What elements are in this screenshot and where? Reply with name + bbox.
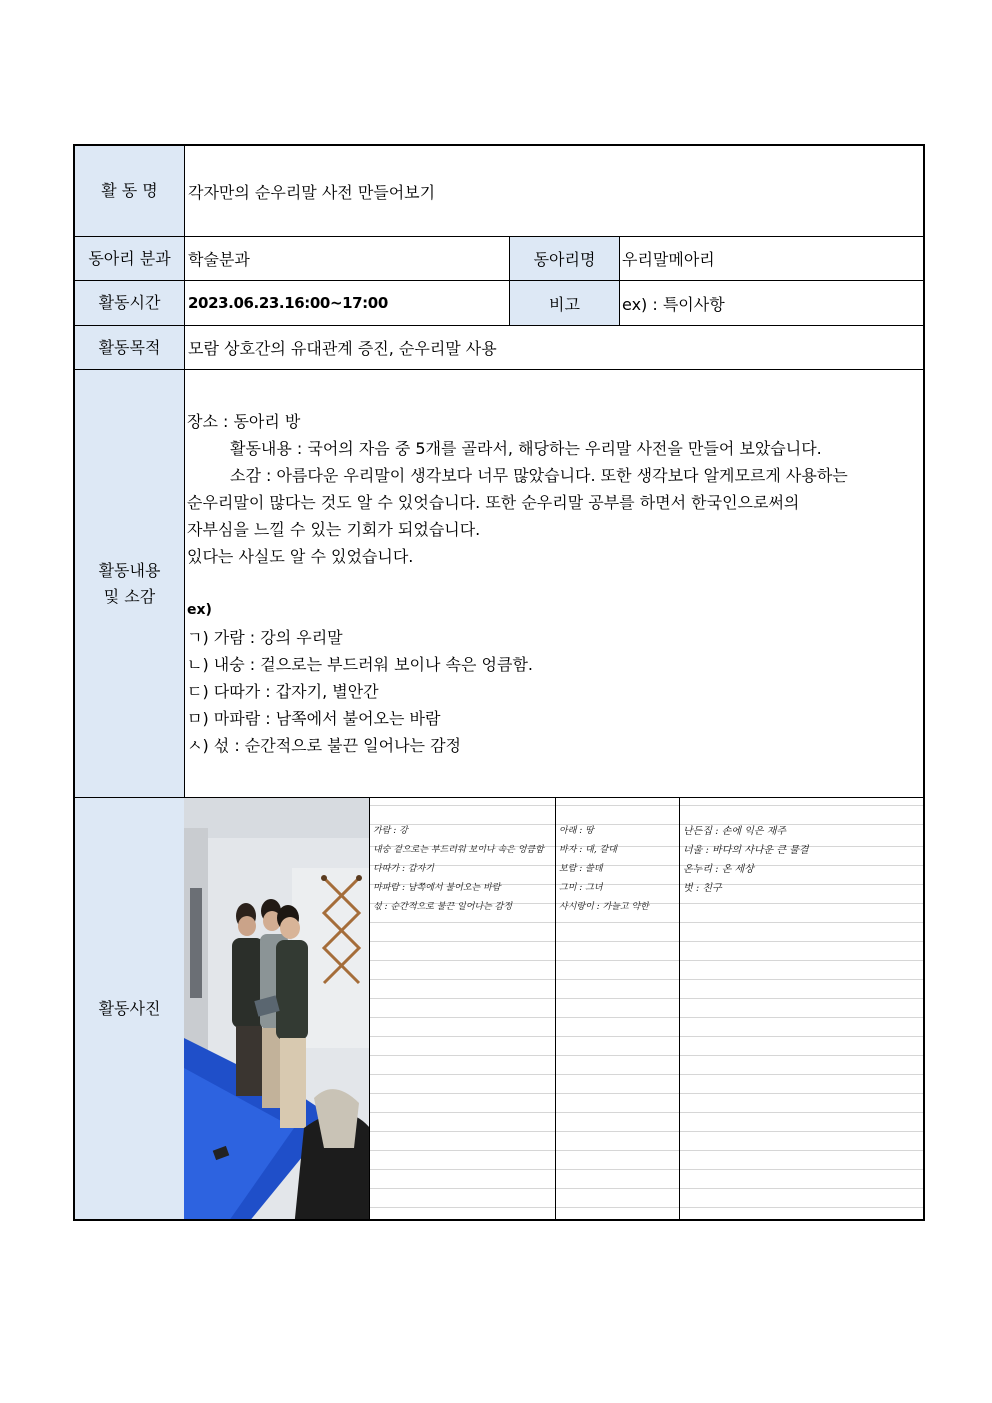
- content-activity: 활동내용 : 국어의 자음 중 5개를 골라서, 해당하는 우리말 사전을 만들어 보았습니다.: [230, 439, 822, 458]
- notebook-page: [556, 798, 680, 1219]
- content-impression: 소감 : 아름다운 우리말이 생각보다 너무 많았습니다. 또한 생각보다 알게모르게 사용하는: [230, 466, 848, 485]
- content-place: 장소 : 동아리 방: [187, 412, 301, 431]
- group-photo-image: [184, 798, 370, 1219]
- purpose-label: 활동목적: [75, 326, 185, 369]
- handwritten-notes: 난든집 : 손에 익은 재주 너울 : 바다의 사나운 큰 물결 온누리 : 온 세상 벗 : 친구: [683, 826, 809, 894]
- remarks-label: 비고: [509, 281, 620, 325]
- content-line-5: 자부심을 느낄 수 있는 기회가 되었습니다.: [187, 520, 481, 539]
- photo-row: [75, 798, 923, 1219]
- example-item: ㄴ) 내숭 : 겉으로는 부드러워 보이나 속은 엉큼함.: [187, 655, 533, 674]
- example-label: ex): [187, 602, 212, 618]
- club-name-label: 동아리명: [509, 237, 620, 280]
- example-item: ㄷ) 다따가 : 갑자기, 별안간: [187, 682, 379, 701]
- purpose-row: [75, 326, 923, 370]
- notebook-page: [680, 798, 923, 1219]
- activity-report-form: [73, 144, 925, 1221]
- purpose-value: 모람 상호간의 유대관계 증진, 순우리말 사용: [188, 339, 497, 358]
- activity-name-label: 활 동 명: [75, 146, 185, 236]
- content-label-line-1: 활동내용: [98, 560, 161, 580]
- activity-time-value: [185, 281, 510, 325]
- club-division-value: 학술분과: [188, 250, 250, 269]
- group-photo: [184, 798, 370, 1219]
- club-division-label: 동아리 분과: [75, 237, 185, 280]
- activity-time-label: 활동시간: [75, 281, 185, 325]
- photo-label: 활동사진: [75, 798, 185, 1219]
- content-line-4: 순우리말이 많다는 것도 알 수 있엇습니다. 또한 순우리말 공부를 하면서 한국인으로써의: [187, 493, 800, 512]
- content-line-6: 있다는 사실도 알 수 있었습니다.: [187, 547, 414, 566]
- example-item: ㄱ) 가람 : 강의 우리말: [187, 628, 343, 647]
- content-body: [187, 408, 919, 759]
- club-name-value: 우리말메아리: [622, 250, 715, 269]
- example-item: ㅁ) 마파람 : 남쪽에서 불어오는 바람: [187, 709, 441, 728]
- content-label-line-2: 및 소감: [103, 586, 156, 606]
- photo-area: [184, 798, 923, 1219]
- club-info-row: [75, 237, 923, 281]
- activity-time-text: 2023.06.23.16:00~17:00: [188, 294, 388, 312]
- handwritten-notes: 가람 : 강 내숭 겉으로는 부드러워 보이나 속은 엉큼함 다따가 : 갑자기 마파람 : 남쪽에서 불어오는 바람 섟 : 순간적으로 불끈 일어나는 감정: [373, 826, 544, 912]
- handwritten-notes: 아래 : 땅 바자 : 대, 갈대 보람 : 쓸데 그미 : 그녀 사시랑이 : 가늘고 약한: [559, 826, 649, 912]
- notebook-page: [370, 798, 556, 1219]
- activity-name-value: 각자만의 순우리말 사전 만들어보기: [188, 182, 436, 202]
- activity-name-row: [75, 146, 923, 237]
- content-row: [75, 370, 923, 798]
- content-label: [75, 370, 185, 797]
- time-row: [75, 281, 923, 326]
- remarks-value: ex) : 특이사항: [622, 294, 725, 314]
- example-item: ㅅ) 섟 : 순간적으로 불끈 일어나는 감정: [187, 736, 461, 755]
